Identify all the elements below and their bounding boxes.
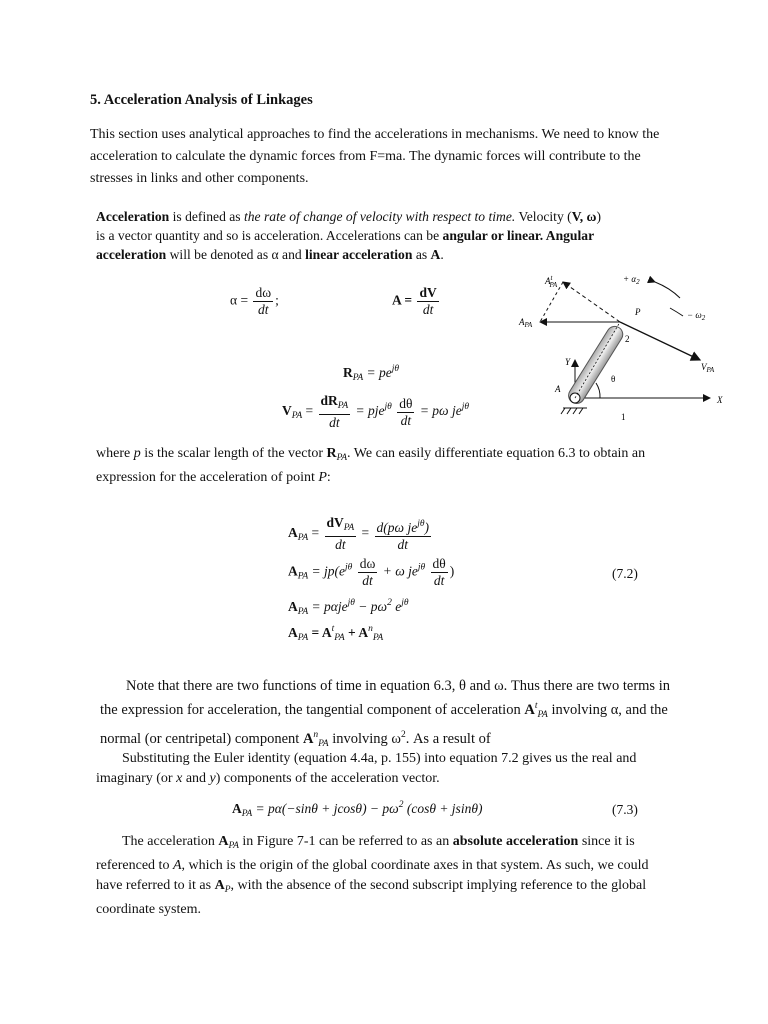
where-point: P bbox=[318, 470, 327, 485]
note-an-sub: PA bbox=[318, 739, 329, 749]
eq72-l2-exp2: jθ bbox=[417, 562, 426, 573]
note-t3: involving ω bbox=[328, 731, 401, 747]
eq73-lhs: A bbox=[232, 801, 242, 816]
alpha-arrow bbox=[655, 282, 680, 298]
eq72-l3-rhs2: − pω bbox=[354, 599, 388, 614]
alpha-num: dω bbox=[255, 285, 272, 300]
eq-alpha bbox=[230, 285, 279, 318]
eq72-l3-rhs1: = pαje bbox=[308, 599, 348, 614]
where-t1: where bbox=[96, 446, 134, 461]
note-t1: Note that there are two functions of time in equation 6.3, θ and ω. Thus there are two terms in the expression for acceleration, the tangential component of acceleration bbox=[100, 678, 670, 718]
section-heading: 5. Acceleration Analysis of Linkages bbox=[90, 92, 313, 108]
eq72-l2-den1: dt bbox=[362, 573, 373, 588]
where-rpa-sub: PA bbox=[336, 453, 348, 463]
final-ap: A bbox=[214, 878, 225, 893]
vpa-sub: PA bbox=[291, 411, 303, 422]
final-apa-sub: PA bbox=[228, 841, 239, 851]
eq72-l2-exp1: jθ bbox=[345, 562, 353, 573]
vpa-mid-exp: jθ bbox=[384, 402, 392, 413]
eq72-l1-frac2 bbox=[375, 516, 431, 553]
eq72-l4-t: t bbox=[331, 624, 335, 634]
eq72-l1-den1: dt bbox=[335, 537, 346, 552]
eq72-l4-n-sub: PA bbox=[372, 633, 384, 643]
label-omega: − $\omega_2$ bbox=[687, 310, 706, 322]
alpha-den: dt bbox=[258, 302, 269, 317]
label-apa: $A_{PA}$ bbox=[519, 317, 533, 329]
eq72-l1-sub: PA bbox=[297, 533, 309, 544]
eq72-l1-num2 bbox=[375, 516, 431, 537]
subst-paragraph bbox=[96, 749, 656, 789]
where-t2: is the scalar length of the vector bbox=[140, 446, 327, 461]
term-acceleration: Acceleration bbox=[96, 209, 170, 224]
where-paragraph bbox=[96, 444, 656, 488]
eq72-line4 bbox=[288, 624, 383, 643]
note-at-sup: t bbox=[534, 701, 538, 711]
eq72-l4-n: n bbox=[368, 624, 373, 634]
linear-accel-label: linear acceleration bbox=[305, 247, 413, 262]
alpha-sep: ; bbox=[275, 292, 279, 308]
period: . bbox=[440, 247, 444, 262]
vpa-num1-sub: PA bbox=[337, 401, 349, 411]
eq73-sq: 2 bbox=[398, 800, 404, 810]
eq72-l1-num1-text: dV bbox=[326, 515, 344, 530]
label-alpha: + $\alpha_2$ bbox=[623, 274, 640, 286]
eq72-l1-eq2: = bbox=[358, 525, 370, 541]
eq-linear-accel bbox=[392, 285, 441, 318]
alpha-lhs: α = bbox=[230, 292, 249, 308]
a-fraction bbox=[417, 285, 438, 318]
eq72-l2-num2: dθ bbox=[432, 556, 446, 571]
label-x: X bbox=[717, 395, 723, 405]
def-text: is defined as bbox=[169, 209, 244, 224]
note-t2: involving α, and the normal (or centripetal) component bbox=[100, 702, 668, 747]
linkage-diagram bbox=[505, 270, 735, 430]
definition-paragraph bbox=[96, 207, 606, 264]
eq72-l4-eq: = A bbox=[308, 625, 332, 640]
label-y: Y bbox=[565, 357, 571, 367]
note-t4: . As a result of bbox=[405, 731, 491, 747]
eq72-line1 bbox=[288, 515, 433, 553]
vpa-fraction1 bbox=[319, 393, 351, 431]
label-p: P bbox=[635, 307, 641, 317]
intro-paragraph: This section uses analytical approaches to find the accelerations in mechanisms. We need to know the acceleration to calculate the dynamic forces from F=ma. The dynamic forces will contribute to the stresses in links and other components. bbox=[90, 127, 660, 186]
eq72-l2-frac2 bbox=[431, 556, 448, 589]
def-italic: the rate of change of velocity with respect to time. bbox=[243, 209, 516, 224]
eq72-l3-exp2: jθ bbox=[401, 598, 409, 608]
eq72-l1-lhs: A bbox=[288, 525, 298, 541]
where-t3: . We can easily differentiate equation 6.3 to obtain an expression for the acceleration of point bbox=[96, 446, 646, 485]
vpa-eq: = bbox=[302, 403, 314, 419]
eq72-l2-num1: dω bbox=[359, 556, 376, 571]
where-p: p bbox=[133, 446, 141, 461]
note-an: A bbox=[302, 731, 314, 747]
eq72-l2-den2: dt bbox=[433, 573, 445, 588]
vpa-num1-text: dR bbox=[320, 393, 338, 408]
rpa-exp: jθ bbox=[391, 364, 400, 374]
eq-vpa bbox=[282, 393, 469, 431]
eq72-l4-lhs: A bbox=[288, 625, 298, 640]
label-theta: θ bbox=[611, 374, 616, 384]
eq73-number: (7.3) bbox=[612, 802, 638, 817]
eq72-l1-frac1 bbox=[325, 515, 357, 553]
eq72-l4-plus: + A bbox=[344, 625, 369, 640]
eq72-l2-frac1 bbox=[358, 556, 378, 589]
where-rpa: R bbox=[326, 446, 337, 461]
subst-y: y bbox=[209, 771, 216, 786]
eq72-l3-exp1: jθ bbox=[347, 598, 355, 608]
label-a: A bbox=[555, 384, 561, 394]
vpa-den1: dt bbox=[329, 415, 340, 430]
subst-t1: Substituting the Euler identity (equation 4.4a, p. 155) into equation 7.2 gives us the real and imaginary (or bbox=[96, 751, 637, 786]
rpa-rhs: = pe bbox=[363, 365, 392, 380]
eq72-l1-num1 bbox=[325, 515, 357, 537]
eq72-l2-close: ) bbox=[449, 563, 455, 579]
vpa-num1 bbox=[319, 393, 351, 415]
note-sq: 2 bbox=[400, 730, 406, 740]
angular-accel-label: Angular acceleration bbox=[96, 228, 594, 262]
eq72-l4-sub: PA bbox=[297, 633, 309, 643]
eq72-l3-rhs3: e bbox=[391, 599, 402, 614]
eq73 bbox=[232, 800, 482, 819]
as-text: as bbox=[412, 247, 431, 262]
subst-x: x bbox=[176, 771, 183, 786]
label-2: 2 bbox=[625, 334, 630, 344]
final-t1: The acceleration bbox=[122, 834, 219, 849]
final-t4: , which is the origin of the global coordinate axes in that system. As such, we could have referred to it as bbox=[96, 858, 649, 893]
eq73-rhs1: = pα(−sinθ + jcosθ) − pω bbox=[252, 801, 399, 816]
vpa-symbol: V bbox=[282, 403, 292, 419]
vpa-end-exp: jθ bbox=[461, 402, 470, 413]
rpa-symbol: R bbox=[343, 365, 353, 380]
where-colon: : bbox=[326, 470, 331, 485]
denoted-text: will be denoted as α and bbox=[166, 247, 306, 262]
final-abs: absolute acceleration bbox=[452, 834, 579, 849]
note-at-sub: PA bbox=[537, 710, 548, 720]
eq72-l1-num1-sub: PA bbox=[343, 523, 355, 533]
velocity-rest: ) is a vector quantity and so is acceleration. Accelerations can be bbox=[96, 209, 602, 243]
vpa-mid: = pje bbox=[352, 403, 385, 419]
tangential-accel-vector bbox=[563, 282, 620, 322]
vpa-num2: dθ bbox=[399, 395, 413, 411]
eq72-l3-sub: PA bbox=[297, 607, 309, 617]
vpa-fraction2 bbox=[397, 396, 414, 429]
label-vpa: $V_{PA}$ bbox=[701, 362, 715, 374]
theta-arc bbox=[596, 383, 600, 398]
eq72-line3 bbox=[288, 598, 409, 617]
subst-and: and bbox=[182, 771, 210, 786]
vpa-den2: dt bbox=[400, 412, 412, 428]
label-1: 1 bbox=[621, 412, 626, 422]
note-at: A bbox=[524, 702, 535, 718]
final-paragraph bbox=[96, 832, 654, 920]
eq72-l2-lhs: A bbox=[288, 563, 298, 579]
rpa-sub: PA bbox=[352, 373, 364, 383]
eq72-l1-eq: = bbox=[308, 525, 320, 541]
eq-rpa bbox=[343, 364, 399, 383]
final-t2: in Figure 7-1 can be referred to as an bbox=[238, 834, 453, 849]
a-den: dt bbox=[422, 302, 434, 317]
final-t3: since it is referenced to bbox=[96, 834, 635, 873]
a-num: dV bbox=[419, 285, 437, 300]
eq73-rhs2: (cosθ + jsinθ) bbox=[403, 801, 483, 816]
eq72-l2-eq: = jp(e bbox=[308, 563, 345, 579]
note-paragraph bbox=[100, 676, 678, 754]
final-a: A bbox=[172, 858, 182, 873]
eq72-l3-lhs: A bbox=[288, 599, 298, 614]
eq72-l4-t-sub: PA bbox=[334, 633, 345, 643]
eq72-line2 bbox=[288, 556, 454, 589]
ground-hatch bbox=[561, 408, 587, 414]
eq72-l1-den2: dt bbox=[397, 536, 409, 552]
eq72-l2-sub: PA bbox=[297, 571, 309, 582]
eq72-l1-num2-text: d(pω je bbox=[376, 519, 418, 535]
eq72-l2-mid: + ω je bbox=[379, 563, 418, 579]
eq73-lhs-sub: PA bbox=[241, 809, 253, 819]
velocity-symbols: V, ω bbox=[571, 209, 597, 224]
a-symbol: A bbox=[430, 247, 441, 262]
final-t5: , with the absence of the second subscript implying reference to the global coordinate system. bbox=[96, 878, 647, 917]
eq72-l3-sq: 2 bbox=[387, 598, 392, 608]
omega-arrow bbox=[670, 308, 683, 316]
alpha-fraction bbox=[253, 285, 273, 318]
eq72-number: (7.2) bbox=[612, 566, 638, 581]
label-at: $A^t$ PA bbox=[545, 274, 558, 289]
final-ap-sub: P bbox=[224, 885, 231, 895]
eq72-l1-num2-close: ) bbox=[424, 519, 430, 535]
subst-t2: ) components of the acceleration vector. bbox=[215, 771, 440, 786]
vpa-end: = pω je bbox=[416, 403, 462, 419]
angular-or-linear: angular or linear. bbox=[442, 228, 544, 243]
final-apa: A bbox=[218, 834, 229, 849]
eq72-l1-num2-exp: jθ bbox=[417, 518, 425, 529]
note-an-sup: n bbox=[313, 730, 319, 740]
velocity-text: Velocity ( bbox=[515, 209, 572, 224]
velocity-vector bbox=[620, 322, 700, 360]
a-lhs: A = bbox=[392, 292, 413, 308]
